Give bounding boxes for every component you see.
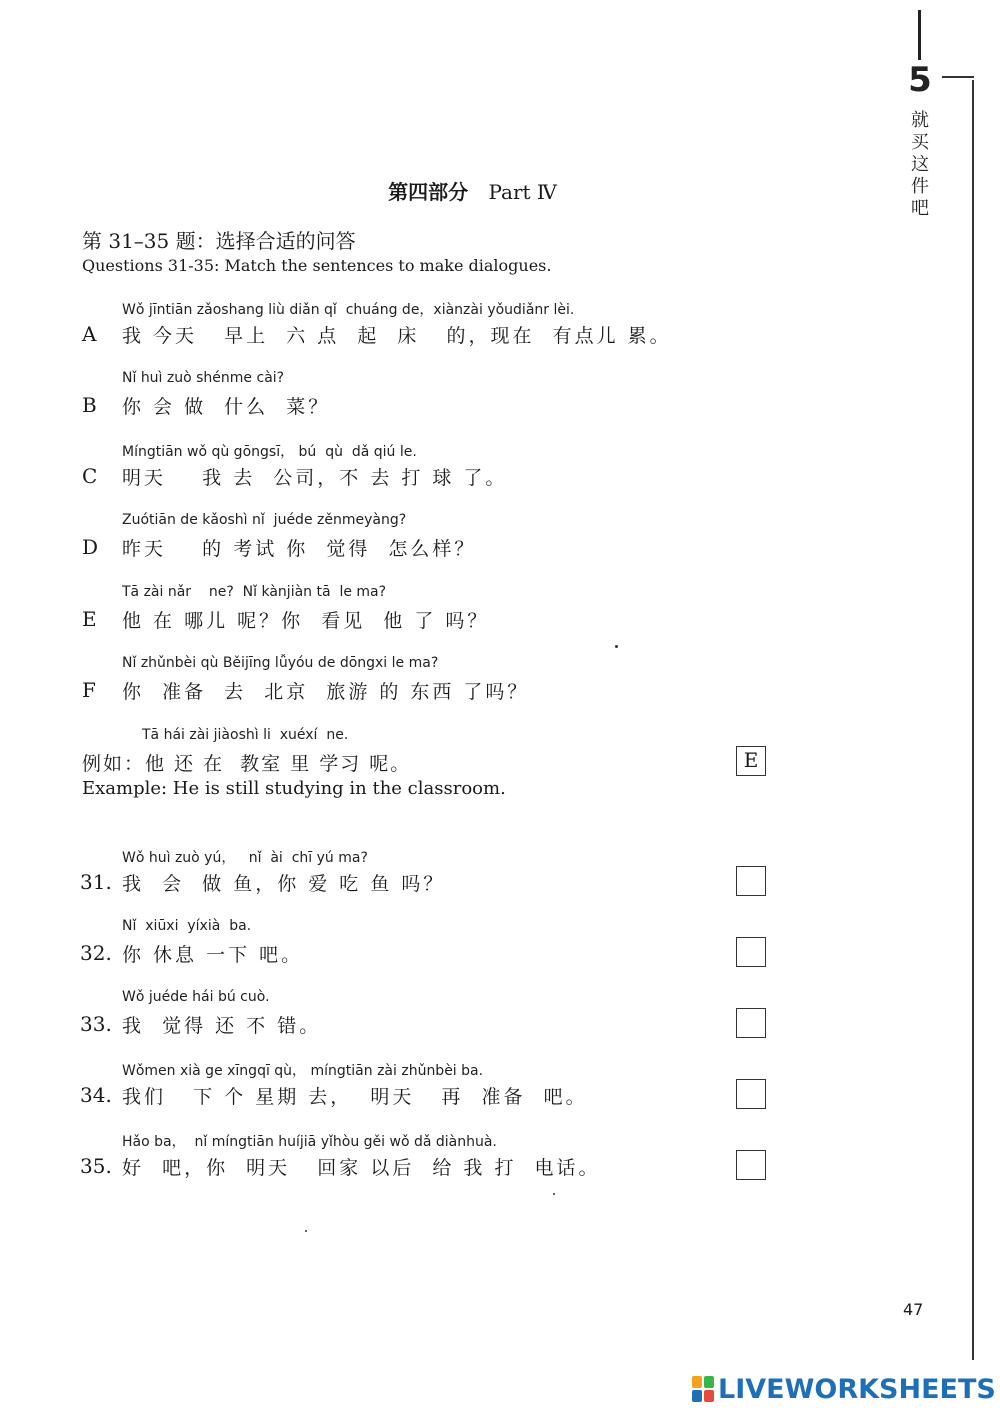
option-pinyin: Míngtiān wǒ qù gōngsī， bú qù dǎ qiú le. [122,444,417,460]
option-pinyin: Zuótiān de kǎoshì nǐ juéde zěnmeyàng? [122,512,407,528]
option-label: E [82,607,97,631]
scan-speck [553,1193,555,1195]
instructions-cn: 第 31–35 题：选择合适的问答 [82,229,356,253]
liveworksheets-logo-icon [692,1376,714,1402]
question-hanzi: 我 会 做 鱼，你 爱 吃 鱼 吗？ [122,873,446,895]
option-hanzi: 你 会 做 什么 菜？ [122,396,331,418]
scan-speck [305,1230,307,1232]
option-label: D [82,535,99,559]
chapter-tab-line-top [918,10,921,60]
answer-box-31[interactable] [736,866,766,896]
scan-speck [615,645,618,648]
option-hanzi: 你 准备 去 北京 旅游 的 东西 了吗？ [122,681,530,703]
option-pinyin: Wǒ jīntiān zǎoshang liù diǎn qǐ chuáng de，xiànzài yǒudiǎnr lèi. [122,302,575,318]
question-hanzi: 你 休息 一下 吧。 [122,944,304,966]
example-pinyin: Tā hái zài jiàoshì li xuéxí ne. [142,727,349,743]
option-hanzi: 他 在 哪儿 呢？你 看见 他 了 吗？ [122,610,490,632]
option-hanzi: 我 今天 早上 六 点 起 床 的，现在 有点儿 累。 [122,325,672,347]
question-number: 35. [80,1154,112,1178]
liveworksheets-brand-text: LIVEWORKSHEETS [718,1373,996,1405]
question-pinyin: Wǒ huì zuò yú， nǐ ài chī yú ma? [122,850,368,866]
chapter-title-char: 就 [911,110,929,131]
question-hanzi: 我们 下 个 星期 去， 明天 再 准备 吧。 [122,1086,588,1108]
answer-box-35[interactable] [736,1150,766,1180]
question-pinyin: Wǒmen xià ge xīngqī qù， míngtiān zài zhǔnbèi ba. [122,1063,484,1079]
question-pinyin: Nǐ xiūxi yíxià ba. [122,918,252,934]
question-number: 34. [80,1083,112,1107]
part-title-en: Part Ⅳ [488,180,557,204]
option-hanzi: 明天 我 去 公司，不 去 打 球 了。 [122,467,508,489]
option-label: A [82,322,97,346]
question-pinyin: Hǎo ba， nǐ míngtiān huíjiā yǐhòu gěi wǒ dǎ diànhuà. [122,1134,497,1150]
chapter-title-char: 买 [911,132,929,153]
question-number: 32. [80,941,112,965]
example-hanzi: 例如：他 还 在 教室 里 学习 呢。 [82,753,412,775]
question-hanzi: 我 觉得 还 不 错。 [122,1015,322,1037]
chapter-title-char: 件 [911,176,929,197]
part-title-cn: 第四部分 [388,180,469,204]
answer-box-32[interactable] [736,937,766,967]
option-pinyin: Nǐ huì zuò shénme cài? [122,370,285,386]
option-label: C [82,464,98,488]
example-answer-box: E [736,746,766,776]
chapter-number: 5 [908,60,932,100]
page-number: 47 [903,1300,924,1319]
liveworksheets-logo[interactable] [692,1374,996,1404]
chapter-tab-line-vertical [972,80,974,1360]
answer-box-34[interactable] [736,1079,766,1109]
question-hanzi: 好 吧，你 明天 回家 以后 给 我 打 电话。 [122,1157,601,1179]
option-hanzi: 昨天 的 考试 你 觉得 怎么样？ [122,538,477,560]
instructions-en: Questions 31-35: Match the sentences to make dialogues. [82,256,552,275]
example-english: Example: He is still studying in the classroom. [82,778,506,799]
chapter-title-char: 吧 [911,198,929,219]
question-number: 33. [80,1012,112,1036]
part-title [0,176,945,205]
question-number: 31. [80,870,112,894]
option-pinyin: Tā zài nǎr ne? Nǐ kànjiàn tā le ma? [122,584,387,600]
question-pinyin: Wǒ juéde hái bú cuò. [122,989,270,1005]
chapter-title-char: 这 [911,154,929,175]
option-pinyin: Nǐ zhǔnbèi qù Běijīng lǚyóu de dōngxi le ma? [122,655,439,671]
answer-box-33[interactable] [736,1008,766,1038]
chapter-tab-line-horizontal [942,76,974,78]
option-label: F [82,678,96,702]
option-label: B [82,393,97,417]
